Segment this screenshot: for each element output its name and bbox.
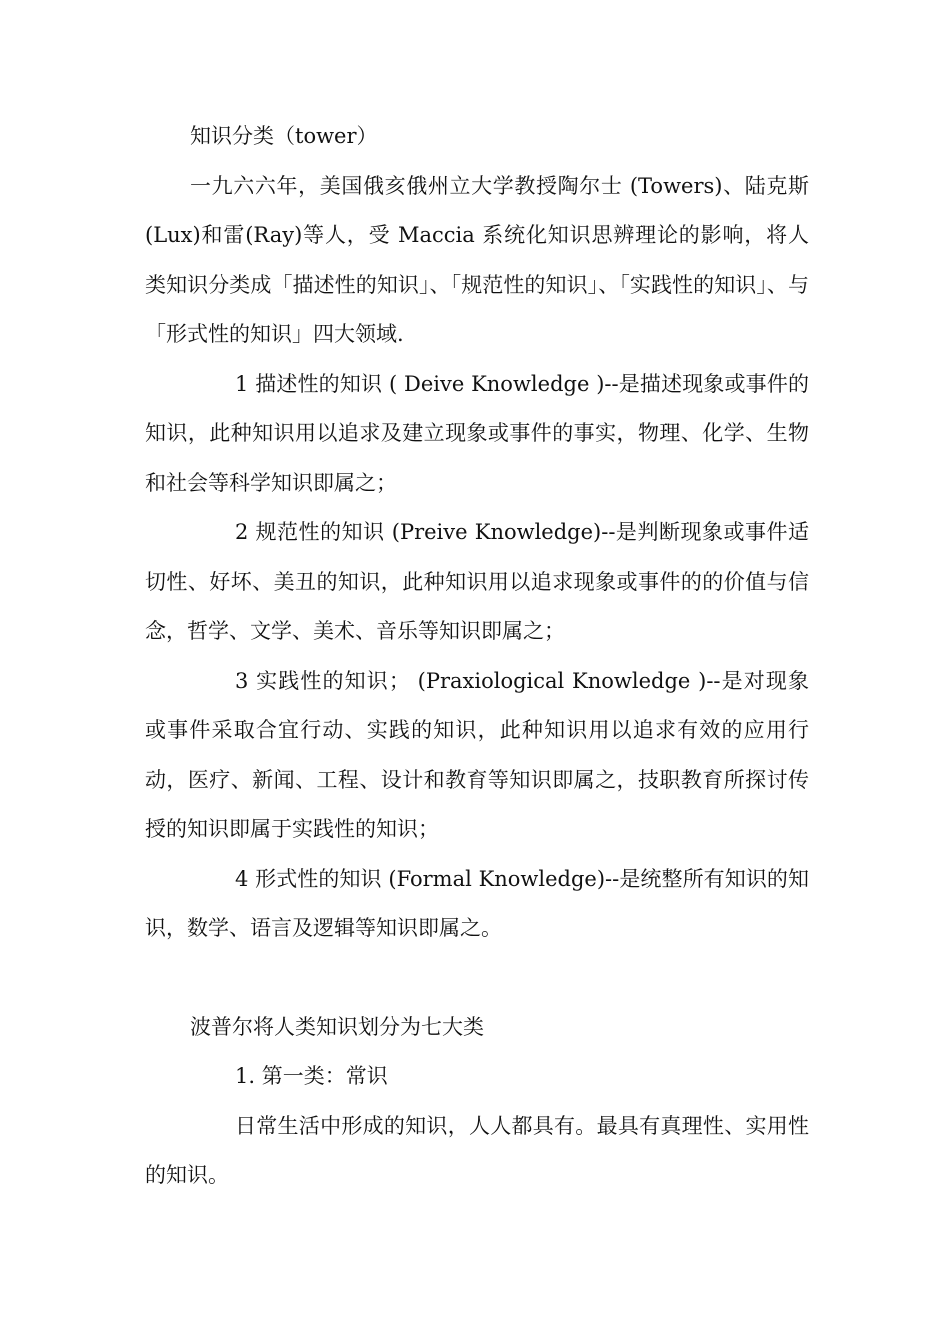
- paragraph-formal-knowledge: 4 形式性的知识 (Formal Knowledge)--是统整所有知识的知识，数学、语言及逻辑等知识即属之。: [145, 866, 809, 940]
- list-item-heading-common-sense: 1. 第一类：常识: [235, 1064, 388, 1088]
- paragraph-praxiological-knowledge: 3 实践性的知识； (Praxiological Knowledge )--是对现象或事件采取合宜行动、实践的知识，此种知识用以追求有效的应用行动，医疗、新闻、工程、设计和教育等知识即属之，技职教育所探讨传授的知识即属于实践性的知识；: [145, 668, 809, 841]
- section-title-towers: 知识分类（tower）: [190, 124, 378, 148]
- paragraph-intro: 一九六六年，美国俄亥俄州立大学教授陶尔士 (Towers)、陆克斯(Lux)和雷(Ray)等人，受 Maccia 系统化知识思辨理论的影响，将人类知识分类成「描述性的知识」、「规范性的知识」、「实践性的知识」、与「形式性的知识」四大领域.: [145, 173, 809, 346]
- section-gap: [145, 954, 809, 1003]
- paragraph-descriptive-knowledge: 1 描述性的知识 ( Deive Knowledge )--是描述现象或事件的知识，此种知识用以追求及建立现象或事件的事实，物理、化学、生物和社会等科学知识即属之；: [145, 371, 809, 495]
- section-title-popper: 波普尔将人类知识划分为七大类: [190, 1014, 484, 1039]
- document-page: [145, 112, 809, 1201]
- paragraph-common-sense: 日常生活中形成的知识，人人都具有。最具有真理性、实用性的知识。: [145, 1113, 809, 1187]
- paragraph-normative-knowledge: 2 规范性的知识 (Preive Knowledge)--是判断现象或事件适切性、好坏、美丑的知识，此种知识用以追求现象或事件的的价值与信念，哲学、文学、美术、音乐等知识即属之；: [145, 520, 809, 643]
